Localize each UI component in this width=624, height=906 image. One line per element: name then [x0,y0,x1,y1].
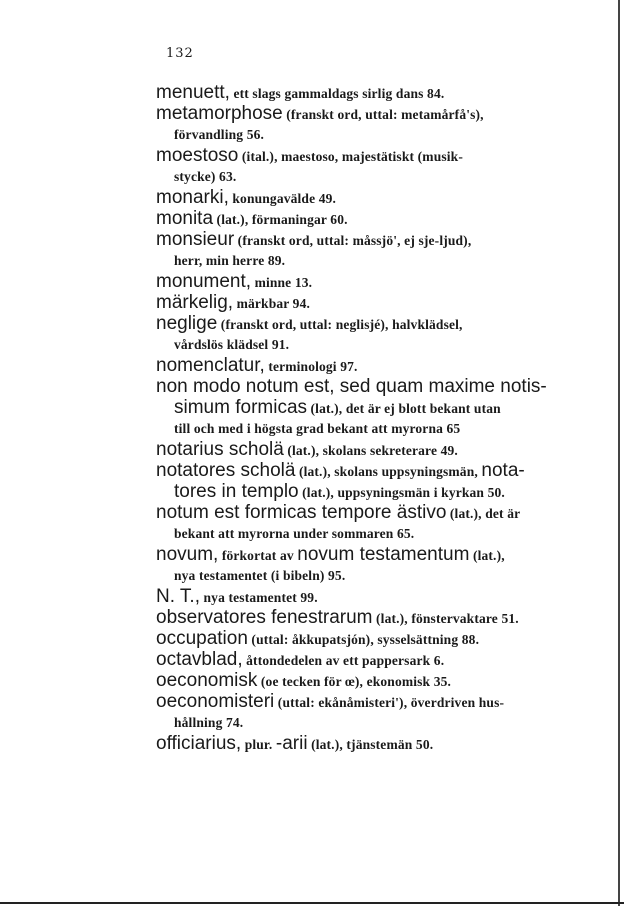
glossary-entry [156,103,556,145]
glossary-entry [156,82,556,103]
gloss: till och med i högsta grad bekant att myrorna 65 [174,421,461,436]
glossary-entry [156,376,556,439]
gloss: (franskt ord, uttal: neglisjé), halvklädsel, [217,317,463,332]
glossary-entry [156,607,556,628]
glossary-entry [156,439,556,460]
entry-continuation-line [156,565,556,586]
entry-line [156,502,556,523]
entry-line [156,271,556,292]
page-edge-bottom [0,902,624,904]
entry-line [156,229,556,250]
headword: novum, [156,544,219,565]
entry-line [156,82,556,103]
headword: notum est formicas tempore ästivo [156,502,447,523]
headword: tores in templo [174,481,299,502]
entry-line [156,733,556,754]
gloss: (lat.), förmaningar 60. [213,212,348,227]
entry-line [156,460,556,481]
entry-line [156,649,556,670]
gloss: (lat.), skolans sekreterare 49. [283,443,458,458]
gloss: förvandling 56. [174,127,265,142]
glossary-entry [156,628,556,649]
gloss: märkbar 94. [233,296,311,311]
gloss: hållning 74. [174,715,244,730]
headword: observatores fenestrarum [156,607,373,628]
headword: -arii [275,733,308,754]
glossary-entry [156,208,556,229]
gloss: stycke) 63. [174,169,237,184]
headword: oeconomisk [156,670,258,691]
gloss: vårdslös klädsel 91. [174,337,290,352]
gloss: (franskt ord, uttal: metamårfå's), [282,107,484,122]
gloss: nya testamentet 99. [200,590,318,605]
gloss: (lat.), tjänstemän 50. [307,737,434,752]
entry-continuation-line [156,397,556,418]
headword: neglige [156,313,218,334]
entry-line [156,355,556,376]
entry-line [156,586,556,607]
gloss: herr, min herre 89. [174,253,286,268]
headword: monita [156,208,214,229]
headword: menuett, [156,82,230,103]
headword: notarius scholä [156,439,284,460]
entry-continuation-line [156,712,556,733]
entry-continuation-line [156,523,556,544]
gloss: (lat.), skolans uppsyningsmän, [295,464,482,479]
glossary-entry [156,691,556,733]
gloss: (franskt ord, uttal: måssjö', ej sje-ljud), [234,233,472,248]
headword: oeconomisteri [156,691,275,712]
glossary-entry [156,187,556,208]
glossary-entry [156,649,556,670]
glossary-entry [156,586,556,607]
entry-line [156,544,556,565]
entry-continuation-line [156,124,556,145]
page-edge-right [618,0,620,906]
headword: novum testamentum [297,544,470,565]
entry-continuation-line [156,418,556,439]
entry-continuation-line [156,481,556,502]
entry-line [156,439,556,460]
glossary-entry [156,271,556,292]
entry-line [156,292,556,313]
gloss: terminologi 97. [264,359,358,374]
gloss: ett slags gammaldags sirlig dans 84. [229,86,445,101]
glossary-entry [156,460,556,502]
headword: moestoso [156,145,239,166]
headword: metamorphose [156,103,283,124]
entry-line [156,103,556,124]
headword: non modo notum est, sed quam maxime notis- [156,376,547,397]
entry-line [156,628,556,649]
headword: märkelig, [156,292,234,313]
gloss: (lat.), uppsyningsmän i kyrkan 50. [298,485,505,500]
headword: monsieur [156,229,235,250]
glossary-entry [156,313,556,355]
gloss: förkortat av [218,548,298,563]
headword: occupation [156,628,248,649]
gloss: (ital.), maestoso, majestätiskt (musik- [238,149,463,164]
gloss: (uttal: ekånåmisteri'), överdriven hus- [274,695,505,710]
gloss: (uttal: åkkupatsjón), sysselsättning 88. [247,632,480,647]
gloss: bekant att myrorna under sommaren 65. [174,526,415,541]
headword: N. T., [156,586,200,607]
entry-line [156,376,556,397]
glossary-entry [156,145,556,187]
headword: nomenclatur, [156,355,265,376]
headword: monarki, [156,187,229,208]
gloss: konungavälde 49. [228,191,337,206]
headword: simum formicas [174,397,308,418]
entry-line [156,145,556,166]
gloss: nya testamentet (i bibeln) 95. [174,568,346,583]
headword: octavblad, [156,649,243,670]
headword: monument, [156,271,252,292]
entry-line [156,670,556,691]
gloss: minne 13. [251,275,313,290]
gloss: (lat.), det är ej blott bekant utan [307,401,501,416]
entry-continuation-line [156,250,556,271]
entry-line [156,187,556,208]
gloss: plur. [241,737,276,752]
entry-line [156,691,556,712]
glossary-entry [156,502,556,544]
glossary-entry [156,733,556,754]
gloss: åttondedelen av ett pappersark 6. [242,653,445,668]
page-number: 132 [166,46,194,61]
headword: officiarius, [156,733,242,754]
entry-line [156,313,556,334]
entry-line [156,208,556,229]
glossary-entry [156,544,556,586]
glossary-entry [156,355,556,376]
gloss: (lat.), [469,548,505,563]
headword: nota- [481,460,525,481]
glossary-entry [156,229,556,271]
headword: notatores scholä [156,460,296,481]
entry-continuation-line [156,166,556,187]
entry-line [156,607,556,628]
entry-continuation-line [156,334,556,355]
glossary-entry [156,292,556,313]
glossary-entries [156,82,556,754]
gloss: (lat.), det är [446,506,521,521]
gloss: (oe tecken för œ), ekonomisk 35. [257,674,452,689]
gloss: (lat.), fönstervaktare 51. [372,611,519,626]
glossary-entry [156,670,556,691]
